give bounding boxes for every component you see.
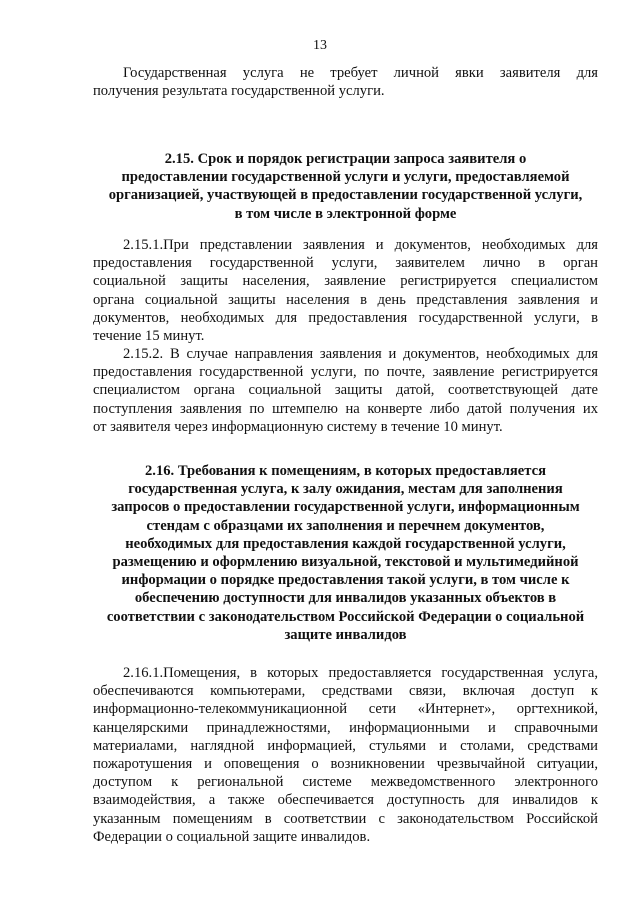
- heading-line: в том числе в электронной форме: [234, 205, 457, 222]
- paragraph-2-15-1: [93, 236, 598, 345]
- heading-line: защите инвалидов: [284, 626, 407, 643]
- paragraph-line: от заявителя через информационную систему в течение 10 минут.: [93, 418, 503, 435]
- paragraph-line: социальной защиты населения, заявление регистрируется специалистом: [93, 273, 598, 290]
- heading-line: стендам с образцами их заполнения и перечнем документов,: [146, 517, 545, 534]
- heading-line: запросов о предоставлении государственной услуги, информационным: [111, 499, 580, 516]
- paragraph-line: течение 15 минут.: [93, 328, 205, 345]
- section-2-16-heading: [93, 462, 598, 644]
- intro-line: получения результата государственной услуги.: [93, 83, 385, 100]
- paragraph-line: материалами, наглядной информацией, стульями и столами, средствами: [93, 737, 598, 754]
- page-number: 13: [313, 38, 327, 53]
- heading-line: государственная услуга, к залу ожидания, местам для заполнения: [128, 481, 563, 498]
- heading-line: информации о порядке предоставления такой услуги, в том числе к: [121, 572, 570, 589]
- paragraph-line: Федерации о социальной защите инвалидов.: [93, 828, 371, 845]
- paragraph-line: информационно-телекоммуникационной сети «Интернет», оргтехникой,: [93, 701, 598, 718]
- section-2-15-heading: [93, 150, 598, 223]
- paragraph-line: предоставления государственной услуги, по почте, заявление регистрируется: [93, 364, 598, 381]
- paragraph-line: указанным помещениям в соответствии с законодательством Российской: [93, 810, 598, 827]
- paragraph-line: канцелярскими принадлежностями, информационными и справочными: [93, 719, 598, 736]
- heading-line: предоставлении государственной услуги и услуги, предоставляемой: [121, 169, 570, 186]
- paragraph-line: доступом к региональной системе межведомственного электронного: [93, 774, 598, 791]
- heading-line: 2.15. Срок и порядок регистрации запроса заявителя о: [164, 151, 527, 167]
- paragraph-line: обеспечиваются компьютерами, средствами связи, включая доступ к: [93, 683, 598, 700]
- paragraph-line: предоставления государственной услуги, заявителем лично в орган: [93, 255, 598, 272]
- paragraph-line: 2.15.2. В случае направления заявления и документов, необходимых для: [123, 346, 598, 362]
- intro-paragraph: [93, 64, 598, 100]
- heading-line: размещению и оформлению визуальной, текстовой и мультимедийной: [112, 554, 579, 571]
- heading-line: необходимых для предоставления каждой государственной услуги,: [125, 535, 566, 552]
- heading-line: 2.16. Требования к помещениям, в которых предоставляется: [145, 463, 546, 479]
- heading-line: соответствии с законодательством Российской Федерации о социальной: [106, 608, 585, 625]
- paragraph-line: 2.15.1.При представлении заявления и документов, необходимых для: [123, 237, 598, 253]
- paragraph-line: органа социальной защиты населения в день представления заявления и: [93, 291, 598, 308]
- paragraph-line: пожаротушения и оповещения о возникновении чрезвычайной ситуации,: [93, 756, 598, 773]
- heading-line: обеспечению доступности для инвалидов указанных объектов в: [134, 590, 557, 607]
- paragraph-line: взаимодействия, а также обеспечивается доступность для инвалидов к: [93, 792, 598, 809]
- paragraph-line: 2.16.1.Помещения, в которых предоставляется государственная услуга,: [123, 665, 598, 681]
- heading-line: организацией, участвующей в предоставлении государственной услуги,: [108, 187, 583, 204]
- intro-line: Государственная услуга не требует личной явки заявителя для: [123, 65, 598, 81]
- paragraph-2-15-2: [93, 345, 598, 436]
- paragraph-line: специалистом органа социальной защиты датой, соответствующей дате: [93, 382, 598, 399]
- paragraph-line: поступления заявления по штемпелю на конверте либо датой получения их: [93, 400, 598, 417]
- paragraph-2-16-1: [93, 664, 598, 846]
- paragraph-line: документов, необходимых для предоставления государственной услуги, в: [93, 309, 598, 326]
